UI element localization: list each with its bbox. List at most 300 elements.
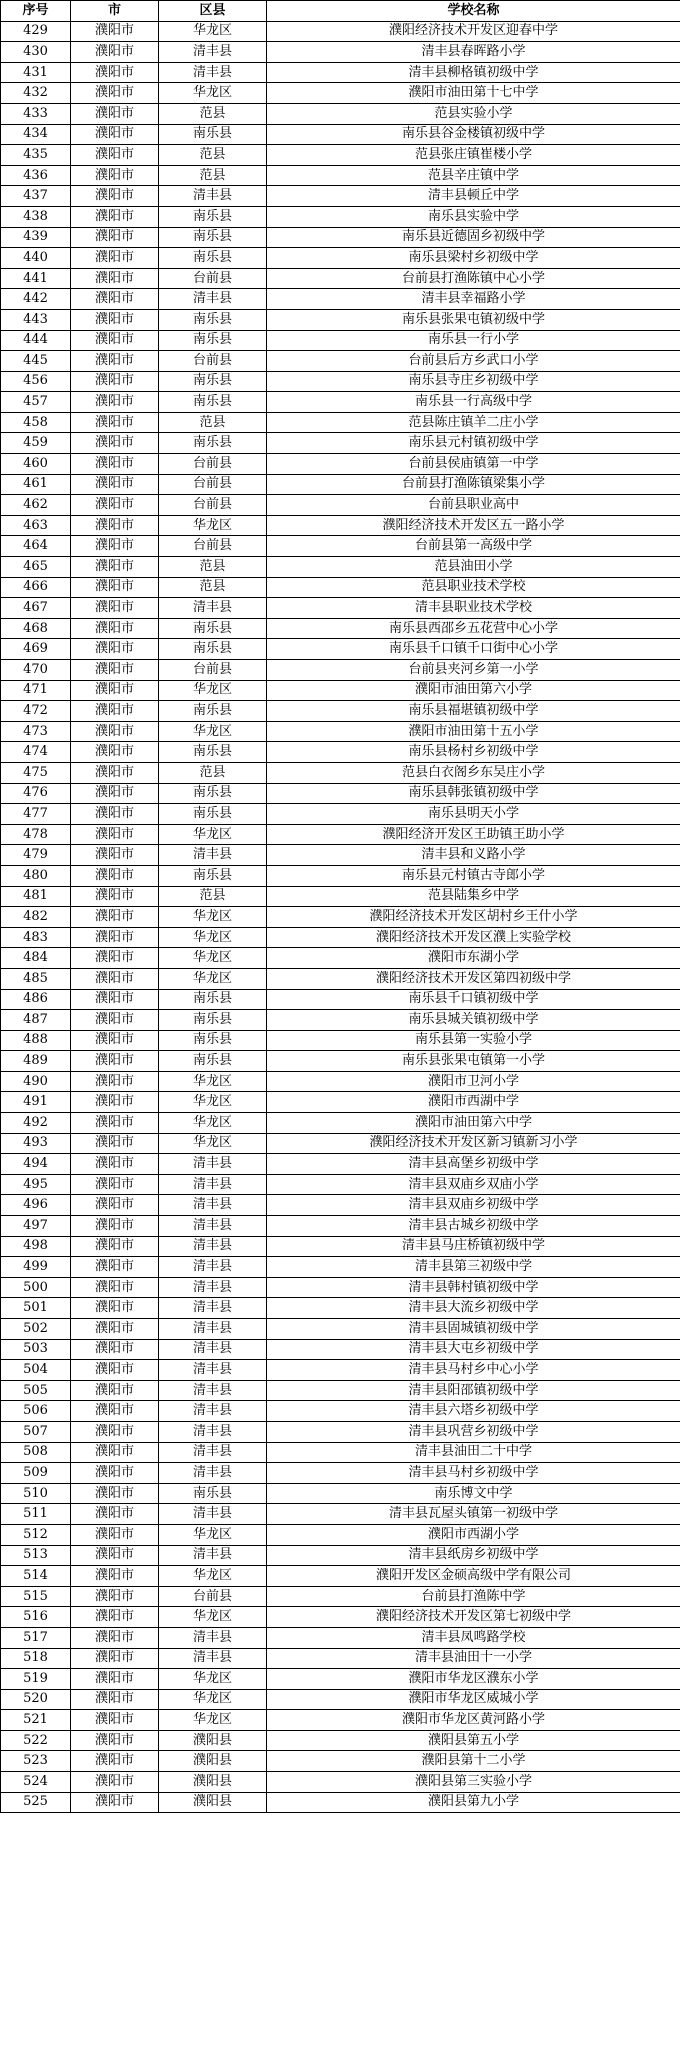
city-cell: 濮阳市 (71, 433, 159, 454)
district-cell: 南乐县 (159, 392, 267, 413)
city-cell: 濮阳市 (71, 742, 159, 763)
school-name-cell: 南乐县城关镇初级中学 (267, 1010, 680, 1031)
city-cell: 濮阳市 (71, 1360, 159, 1381)
district-cell: 南乐县 (159, 804, 267, 825)
serial-cell: 457 (1, 392, 71, 413)
district-cell: 华龙区 (159, 515, 267, 536)
header-city: 市 (71, 1, 159, 22)
serial-cell: 441 (1, 268, 71, 289)
table-row (1, 1627, 680, 1648)
district-cell: 清丰县 (159, 1463, 267, 1484)
serial-cell: 483 (1, 927, 71, 948)
school-name-cell: 濮阳市油田第十五小学 (267, 721, 680, 742)
table-row (1, 721, 680, 742)
table-row (1, 1545, 680, 1566)
city-cell: 濮阳市 (71, 948, 159, 969)
city-cell: 濮阳市 (71, 1339, 159, 1360)
table-row (1, 577, 680, 598)
district-cell: 清丰县 (159, 1339, 267, 1360)
table-row (1, 1154, 680, 1175)
city-cell: 濮阳市 (71, 21, 159, 42)
serial-cell: 498 (1, 1236, 71, 1257)
serial-cell: 481 (1, 886, 71, 907)
table-row (1, 927, 680, 948)
school-name-cell: 范县职业技术学校 (267, 577, 680, 598)
serial-cell: 467 (1, 598, 71, 619)
district-cell: 南乐县 (159, 639, 267, 660)
school-name-cell: 南乐县张果屯镇初级中学 (267, 309, 680, 330)
school-name-cell: 范县辛庄镇中学 (267, 165, 680, 186)
district-cell: 华龙区 (159, 927, 267, 948)
table-row (1, 1751, 680, 1772)
serial-cell: 473 (1, 721, 71, 742)
table-row (1, 145, 680, 166)
school-name-cell: 南乐县杨村乡初级中学 (267, 742, 680, 763)
school-name-cell: 清丰县油田二十中学 (267, 1442, 680, 1463)
table-row (1, 1071, 680, 1092)
district-cell: 华龙区 (159, 1607, 267, 1628)
table-row (1, 1257, 680, 1278)
serial-cell: 445 (1, 351, 71, 372)
serial-cell: 520 (1, 1689, 71, 1710)
district-cell: 华龙区 (159, 1524, 267, 1545)
district-cell: 华龙区 (159, 1710, 267, 1731)
serial-cell: 459 (1, 433, 71, 454)
city-cell: 濮阳市 (71, 536, 159, 557)
school-name-cell: 南乐县梁村乡初级中学 (267, 248, 680, 269)
district-cell: 台前县 (159, 536, 267, 557)
city-cell: 濮阳市 (71, 145, 159, 166)
table-row (1, 1669, 680, 1690)
serial-cell: 502 (1, 1319, 71, 1340)
city-cell: 濮阳市 (71, 289, 159, 310)
city-cell: 濮阳市 (71, 248, 159, 269)
city-cell: 濮阳市 (71, 165, 159, 186)
district-cell: 华龙区 (159, 21, 267, 42)
serial-cell: 514 (1, 1566, 71, 1587)
city-cell: 濮阳市 (71, 495, 159, 516)
table-row (1, 248, 680, 269)
city-cell: 濮阳市 (71, 1154, 159, 1175)
city-cell: 濮阳市 (71, 351, 159, 372)
serial-cell: 480 (1, 865, 71, 886)
city-cell: 濮阳市 (71, 1566, 159, 1587)
school-name-cell: 南乐县张果屯镇第一小学 (267, 1051, 680, 1072)
table-row (1, 824, 680, 845)
table-row (1, 1792, 680, 1813)
city-cell: 濮阳市 (71, 557, 159, 578)
school-name-cell: 清丰县马村乡中心小学 (267, 1360, 680, 1381)
table-row (1, 309, 680, 330)
table-row (1, 1319, 680, 1340)
table-row (1, 186, 680, 207)
serial-cell: 479 (1, 845, 71, 866)
district-cell: 华龙区 (159, 1566, 267, 1587)
district-cell: 范县 (159, 165, 267, 186)
table-row (1, 103, 680, 124)
district-cell: 清丰县 (159, 1277, 267, 1298)
school-name-cell: 清丰县高堡乡初级中学 (267, 1154, 680, 1175)
school-name-cell: 清丰县瓦屋头镇第一初级中学 (267, 1504, 680, 1525)
district-cell: 清丰县 (159, 598, 267, 619)
table-row (1, 42, 680, 63)
district-cell: 濮阳县 (159, 1792, 267, 1813)
district-cell: 台前县 (159, 1586, 267, 1607)
serial-cell: 509 (1, 1463, 71, 1484)
serial-cell: 476 (1, 783, 71, 804)
school-name-cell: 南乐县谷金楼镇初级中学 (267, 124, 680, 145)
school-name-cell: 范县陆集乡中学 (267, 886, 680, 907)
city-cell: 濮阳市 (71, 927, 159, 948)
school-name-cell: 濮阳县第五小学 (267, 1730, 680, 1751)
serial-cell: 497 (1, 1216, 71, 1237)
serial-cell: 524 (1, 1772, 71, 1793)
serial-cell: 471 (1, 680, 71, 701)
school-name-cell: 台前县夹河乡第一小学 (267, 660, 680, 681)
serial-cell: 437 (1, 186, 71, 207)
school-name-cell: 清丰县马庄桥镇初级中学 (267, 1236, 680, 1257)
district-cell: 南乐县 (159, 206, 267, 227)
city-cell: 濮阳市 (71, 330, 159, 351)
table-row (1, 865, 680, 886)
district-cell: 华龙区 (159, 721, 267, 742)
district-cell: 清丰县 (159, 1627, 267, 1648)
serial-cell: 456 (1, 371, 71, 392)
district-cell: 清丰县 (159, 1236, 267, 1257)
city-cell: 濮阳市 (71, 268, 159, 289)
table-row (1, 371, 680, 392)
city-cell: 濮阳市 (71, 1236, 159, 1257)
district-cell: 清丰县 (159, 1195, 267, 1216)
school-name-cell: 濮阳经济技术开发区胡村乡王什小学 (267, 907, 680, 928)
school-name-cell: 清丰县阳邵镇初级中学 (267, 1380, 680, 1401)
district-cell: 华龙区 (159, 1071, 267, 1092)
table-row (1, 1298, 680, 1319)
school-name-cell: 南乐县千口镇初级中学 (267, 989, 680, 1010)
serial-cell: 466 (1, 577, 71, 598)
city-cell: 濮阳市 (71, 1113, 159, 1134)
serial-cell: 472 (1, 701, 71, 722)
serial-cell: 519 (1, 1669, 71, 1690)
table-row (1, 1421, 680, 1442)
table-row (1, 1339, 680, 1360)
serial-cell: 512 (1, 1524, 71, 1545)
serial-cell: 503 (1, 1339, 71, 1360)
city-cell: 濮阳市 (71, 227, 159, 248)
table-row (1, 454, 680, 475)
serial-cell: 434 (1, 124, 71, 145)
school-name-cell: 濮阳经济技术开发区新习镇新习小学 (267, 1133, 680, 1154)
table-row (1, 1586, 680, 1607)
serial-cell: 440 (1, 248, 71, 269)
serial-cell: 442 (1, 289, 71, 310)
district-cell: 南乐县 (159, 124, 267, 145)
serial-cell: 515 (1, 1586, 71, 1607)
school-name-cell: 濮阳经济技术开发区第四初级中学 (267, 968, 680, 989)
school-name-cell: 范县陈庄镇羊二庄小学 (267, 412, 680, 433)
district-cell: 台前县 (159, 495, 267, 516)
district-cell: 清丰县 (159, 1421, 267, 1442)
table-row (1, 1566, 680, 1587)
district-cell: 台前县 (159, 660, 267, 681)
district-cell: 清丰县 (159, 1401, 267, 1422)
city-cell: 濮阳市 (71, 124, 159, 145)
district-cell: 清丰县 (159, 1298, 267, 1319)
serial-cell: 506 (1, 1401, 71, 1422)
table-row (1, 1133, 680, 1154)
district-cell: 清丰县 (159, 1648, 267, 1669)
city-cell: 濮阳市 (71, 515, 159, 536)
serial-cell: 494 (1, 1154, 71, 1175)
table-row (1, 1051, 680, 1072)
header-district: 区县 (159, 1, 267, 22)
serial-cell: 517 (1, 1627, 71, 1648)
school-name-cell: 南乐博文中学 (267, 1483, 680, 1504)
school-name-cell: 濮阳市西湖中学 (267, 1092, 680, 1113)
school-name-cell: 南乐县西邵乡五花营中心小学 (267, 618, 680, 639)
city-cell: 濮阳市 (71, 886, 159, 907)
district-cell: 南乐县 (159, 1010, 267, 1031)
table-row (1, 1483, 680, 1504)
district-cell: 清丰县 (159, 186, 267, 207)
city-cell: 濮阳市 (71, 1607, 159, 1628)
serial-cell: 510 (1, 1483, 71, 1504)
city-cell: 濮阳市 (71, 454, 159, 475)
city-cell: 濮阳市 (71, 1648, 159, 1669)
table-row (1, 804, 680, 825)
city-cell: 濮阳市 (71, 1257, 159, 1278)
school-name-cell: 清丰县油田十一小学 (267, 1648, 680, 1669)
school-name-cell: 清丰县韩村镇初级中学 (267, 1277, 680, 1298)
city-cell: 濮阳市 (71, 968, 159, 989)
serial-cell: 458 (1, 412, 71, 433)
city-cell: 濮阳市 (71, 1504, 159, 1525)
serial-cell: 492 (1, 1113, 71, 1134)
serial-cell: 516 (1, 1607, 71, 1628)
city-cell: 濮阳市 (71, 701, 159, 722)
serial-cell: 430 (1, 42, 71, 63)
school-name-cell: 南乐县一行小学 (267, 330, 680, 351)
table-row (1, 783, 680, 804)
city-cell: 濮阳市 (71, 1319, 159, 1340)
school-name-cell: 濮阳市华龙区黄河路小学 (267, 1710, 680, 1731)
district-cell: 清丰县 (159, 1319, 267, 1340)
school-name-cell: 濮阳市东湖小学 (267, 948, 680, 969)
table-row (1, 1463, 680, 1484)
school-name-cell: 濮阳县第十二小学 (267, 1751, 680, 1772)
city-cell: 濮阳市 (71, 1277, 159, 1298)
district-cell: 范县 (159, 577, 267, 598)
table-row (1, 268, 680, 289)
school-name-cell: 南乐县近德固乡初级中学 (267, 227, 680, 248)
city-cell: 濮阳市 (71, 1545, 159, 1566)
district-cell: 清丰县 (159, 289, 267, 310)
table-row (1, 62, 680, 83)
city-cell: 濮阳市 (71, 1627, 159, 1648)
district-cell: 南乐县 (159, 330, 267, 351)
school-name-cell: 台前县第一高级中学 (267, 536, 680, 557)
serial-cell: 469 (1, 639, 71, 660)
district-cell: 范县 (159, 412, 267, 433)
serial-cell: 500 (1, 1277, 71, 1298)
table-row (1, 515, 680, 536)
table-row (1, 886, 680, 907)
city-cell: 濮阳市 (71, 721, 159, 742)
table-row (1, 639, 680, 660)
city-cell: 濮阳市 (71, 1030, 159, 1051)
city-cell: 濮阳市 (71, 618, 159, 639)
serial-cell: 482 (1, 907, 71, 928)
table-row (1, 1113, 680, 1134)
district-cell: 台前县 (159, 268, 267, 289)
serial-cell: 511 (1, 1504, 71, 1525)
serial-cell: 429 (1, 21, 71, 42)
city-cell: 濮阳市 (71, 680, 159, 701)
district-cell: 清丰县 (159, 1154, 267, 1175)
table-row (1, 124, 680, 145)
city-cell: 濮阳市 (71, 1133, 159, 1154)
district-cell: 清丰县 (159, 1360, 267, 1381)
table-row (1, 968, 680, 989)
school-name-cell: 清丰县纸房乡初级中学 (267, 1545, 680, 1566)
school-name-cell: 清丰县和义路小学 (267, 845, 680, 866)
district-cell: 范县 (159, 886, 267, 907)
table-row (1, 762, 680, 783)
serial-cell: 478 (1, 824, 71, 845)
serial-cell: 475 (1, 762, 71, 783)
school-name-cell: 清丰县第三初级中学 (267, 1257, 680, 1278)
table-row (1, 1401, 680, 1422)
district-cell: 台前县 (159, 474, 267, 495)
district-cell: 范县 (159, 557, 267, 578)
district-cell: 南乐县 (159, 433, 267, 454)
school-name-cell: 南乐县元村镇古寺郎小学 (267, 865, 680, 886)
school-name-cell: 濮阳市油田第十七中学 (267, 83, 680, 104)
city-cell: 濮阳市 (71, 762, 159, 783)
table-row (1, 536, 680, 557)
serial-cell: 444 (1, 330, 71, 351)
serial-cell: 460 (1, 454, 71, 475)
district-cell: 华龙区 (159, 824, 267, 845)
school-name-cell: 南乐县第一实验小学 (267, 1030, 680, 1051)
district-cell: 范县 (159, 145, 267, 166)
city-cell: 濮阳市 (71, 1298, 159, 1319)
serial-cell: 486 (1, 989, 71, 1010)
city-cell: 濮阳市 (71, 1463, 159, 1484)
table-row (1, 618, 680, 639)
table-row (1, 845, 680, 866)
school-name-cell: 南乐县实验中学 (267, 206, 680, 227)
city-cell: 濮阳市 (71, 474, 159, 495)
city-cell: 濮阳市 (71, 62, 159, 83)
school-name-cell: 南乐县韩张镇初级中学 (267, 783, 680, 804)
school-name-cell: 清丰县柳格镇初级中学 (267, 62, 680, 83)
city-cell: 濮阳市 (71, 392, 159, 413)
district-cell: 清丰县 (159, 1174, 267, 1195)
school-name-cell: 濮阳经济技术开发区五一路小学 (267, 515, 680, 536)
city-cell: 濮阳市 (71, 371, 159, 392)
school-name-cell: 濮阳经济开发区王助镇王助小学 (267, 824, 680, 845)
table-row (1, 1010, 680, 1031)
school-name-cell: 范县白衣阁乡东吴庄小学 (267, 762, 680, 783)
city-cell: 濮阳市 (71, 1195, 159, 1216)
table-row (1, 1730, 680, 1751)
serial-cell: 495 (1, 1174, 71, 1195)
table-row (1, 742, 680, 763)
table-row (1, 1277, 680, 1298)
table-row (1, 1648, 680, 1669)
district-cell: 南乐县 (159, 701, 267, 722)
serial-cell: 504 (1, 1360, 71, 1381)
district-cell: 华龙区 (159, 1689, 267, 1710)
school-name-cell: 南乐县寺庄乡初级中学 (267, 371, 680, 392)
city-cell: 濮阳市 (71, 865, 159, 886)
table-row (1, 21, 680, 42)
school-name-cell: 台前县打渔陈镇中心小学 (267, 268, 680, 289)
district-cell: 清丰县 (159, 62, 267, 83)
serial-cell: 490 (1, 1071, 71, 1092)
serial-cell: 464 (1, 536, 71, 557)
school-name-cell: 范县张庄镇崔楼小学 (267, 145, 680, 166)
district-cell: 濮阳县 (159, 1751, 267, 1772)
school-name-cell: 南乐县元村镇初级中学 (267, 433, 680, 454)
header-serial: 序号 (1, 1, 71, 22)
header-school-name: 学校名称 (267, 1, 680, 22)
serial-cell: 489 (1, 1051, 71, 1072)
city-cell: 濮阳市 (71, 1689, 159, 1710)
school-name-cell: 清丰县马村乡初级中学 (267, 1463, 680, 1484)
serial-cell: 463 (1, 515, 71, 536)
table-row (1, 660, 680, 681)
table-row (1, 433, 680, 454)
table-row (1, 330, 680, 351)
school-name-cell: 清丰县职业技术学校 (267, 598, 680, 619)
city-cell: 濮阳市 (71, 824, 159, 845)
school-name-cell: 清丰县顿丘中学 (267, 186, 680, 207)
serial-cell: 432 (1, 83, 71, 104)
city-cell: 濮阳市 (71, 660, 159, 681)
school-name-cell: 清丰县巩营乡初级中学 (267, 1421, 680, 1442)
school-name-cell: 濮阳开发区金硕高级中学有限公司 (267, 1566, 680, 1587)
serial-cell: 468 (1, 618, 71, 639)
city-cell: 濮阳市 (71, 1010, 159, 1031)
school-name-cell: 濮阳经济技术开发区第七初级中学 (267, 1607, 680, 1628)
table-row (1, 165, 680, 186)
table-row (1, 680, 680, 701)
serial-cell: 507 (1, 1421, 71, 1442)
city-cell: 濮阳市 (71, 309, 159, 330)
serial-cell: 477 (1, 804, 71, 825)
district-cell: 南乐县 (159, 989, 267, 1010)
city-cell: 濮阳市 (71, 1772, 159, 1793)
serial-cell: 505 (1, 1380, 71, 1401)
serial-cell: 525 (1, 1792, 71, 1813)
table-row (1, 1236, 680, 1257)
school-name-cell: 清丰县凤鸣路学校 (267, 1627, 680, 1648)
school-name-cell: 清丰县双庙乡双庙小学 (267, 1174, 680, 1195)
city-cell: 濮阳市 (71, 598, 159, 619)
city-cell: 濮阳市 (71, 1442, 159, 1463)
table-row (1, 1380, 680, 1401)
table-row (1, 907, 680, 928)
school-name-cell: 台前县打渔陈镇梁集小学 (267, 474, 680, 495)
district-cell: 南乐县 (159, 309, 267, 330)
district-cell: 华龙区 (159, 1669, 267, 1690)
school-name-cell: 清丰县六塔乡初级中学 (267, 1401, 680, 1422)
district-cell: 濮阳县 (159, 1772, 267, 1793)
school-name-cell: 清丰县大屯乡初级中学 (267, 1339, 680, 1360)
table-row (1, 1524, 680, 1545)
